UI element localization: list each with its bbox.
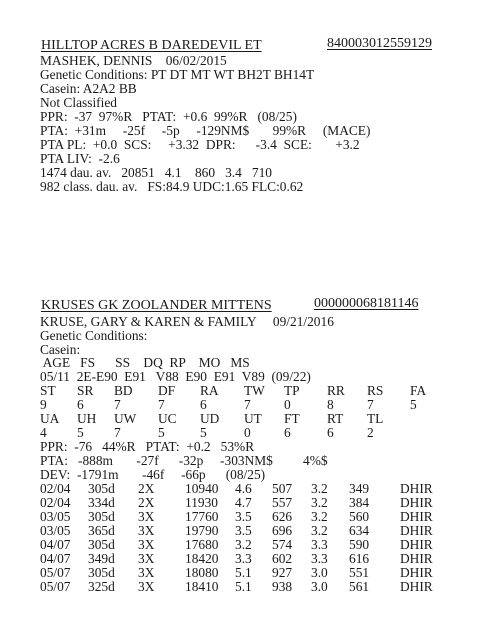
trait-cell: TP xyxy=(284,383,300,398)
lactation-cell: DHIR xyxy=(400,565,433,580)
lactation-cell: 3X xyxy=(138,523,155,538)
classification: Not Classified xyxy=(40,95,117,110)
score-header: AGE FS SS DQ RP MO MS xyxy=(40,355,250,370)
genetic-conditions: Genetic Conditions: PT DT MT WT BH2T BH14T xyxy=(40,67,315,82)
lactation-cell: DHIR xyxy=(400,509,433,524)
lactation-cell: 305d xyxy=(88,509,115,524)
lactation-cell: 4.6 xyxy=(235,481,252,496)
trait-cell: 7 xyxy=(244,397,251,412)
lactation-cell: DHIR xyxy=(400,481,433,496)
lactation-cell: 365d xyxy=(88,523,115,538)
lactation-cell: 17680 xyxy=(185,537,219,552)
lactation-cell: 3X xyxy=(138,551,155,566)
lactation-cell: 3X xyxy=(138,579,155,594)
lactation-cell: 18420 xyxy=(185,551,219,566)
lactation-cell: 3X xyxy=(138,509,155,524)
lactation-cell: 3.3 xyxy=(311,551,328,566)
lactation-cell: 305d xyxy=(88,537,115,552)
lactation-cell: 349d xyxy=(88,551,115,566)
lactation-cell: DHIR xyxy=(400,537,433,552)
trait-cell: 5 xyxy=(158,425,165,440)
lactation-cell: 2X xyxy=(138,481,155,496)
trait-cell: DF xyxy=(158,383,176,398)
trait-cell: ST xyxy=(40,383,56,398)
lactation-cell: 03/05 xyxy=(40,523,71,538)
lactation-cell: 696 xyxy=(272,523,293,538)
pta-line: PTA: -888m -27f -32p -303NM$ 4%$ xyxy=(40,453,328,468)
lactation-cell: 04/07 xyxy=(40,551,71,566)
trait-cell: 8 xyxy=(327,397,334,412)
lactation-cell: 18080 xyxy=(185,565,219,580)
lactation-cell: 3.3 xyxy=(311,537,328,552)
lactation-cell: 3.3 xyxy=(235,551,252,566)
lactation-cell: 927 xyxy=(272,565,293,580)
lactation-cell: 634 xyxy=(349,523,370,538)
lactation-cell: 5.1 xyxy=(235,565,252,580)
lactation-cell: 19790 xyxy=(185,523,219,538)
lactation-cell: 3X xyxy=(138,537,155,552)
lactation-cell: 349 xyxy=(349,481,370,496)
lactation-cell: 11930 xyxy=(185,495,218,510)
lactation-cell: 2X xyxy=(138,495,155,510)
lactation-cell: 3.2 xyxy=(311,523,328,538)
lactation-cell: 574 xyxy=(272,537,293,552)
lactation-cell: 507 xyxy=(272,481,293,496)
breeder-line: MASHEK, DENNIS 06/02/2015 xyxy=(40,53,227,68)
lactation-cell: 3X xyxy=(138,565,155,580)
score-values: 05/11 2E-E90 E91 V88 E90 E91 V89 (09/22) xyxy=(40,369,311,384)
lactation-cell: 3.5 xyxy=(235,509,252,524)
ppr-line: PPR: -76 44%R PTAT: +0.2 53%R xyxy=(40,439,255,454)
genetic-conditions: Genetic Conditions: xyxy=(40,328,148,343)
lactation-cell: 3.2 xyxy=(311,495,328,510)
trait-cell: UT xyxy=(244,411,262,426)
trait-cell: UH xyxy=(77,411,97,426)
trait-cell: 7 xyxy=(114,397,121,412)
trait-cell: UD xyxy=(200,411,220,426)
animal-name: KRUSES GK ZOOLANDER MITTENS xyxy=(41,298,272,313)
lactation-cell: 17760 xyxy=(185,509,219,524)
lactation-cell: DHIR xyxy=(400,579,433,594)
lactation-cell: 938 xyxy=(272,579,293,594)
lactation-cell: 10940 xyxy=(185,481,219,496)
trait-cell: UW xyxy=(114,411,137,426)
trait-cell: RT xyxy=(327,411,344,426)
lactation-cell: 551 xyxy=(349,565,370,580)
lactation-cell: 3.0 xyxy=(311,579,328,594)
lactation-cell: 3.2 xyxy=(311,481,328,496)
casein: Casein: xyxy=(40,342,81,357)
linear-trait-grid xyxy=(40,384,450,440)
trait-cell: FA xyxy=(410,383,427,398)
trait-cell: 5 xyxy=(410,397,417,412)
lactation-cell: 05/07 xyxy=(40,579,71,594)
trait-cell: BD xyxy=(114,383,133,398)
trait-cell: 7 xyxy=(158,397,165,412)
trait-cell: UA xyxy=(40,411,60,426)
trait-cell: 9 xyxy=(40,397,47,412)
lactation-cell: 616 xyxy=(349,551,370,566)
trait-cell: 6 xyxy=(200,397,207,412)
pta-pl-line: PTA PL: +0.0 SCS: +3.32 DPR: -3.4 SCE: +3.2 xyxy=(40,137,360,152)
classified-daughter-line: 982 class. dau. av. FS:84.9 UDC:1.65 FLC:0.62 xyxy=(40,179,304,194)
lactation-cell: 4.7 xyxy=(235,495,252,510)
trait-cell: RS xyxy=(367,383,384,398)
animal-name: HILLTOP ACRES B DAREDEVIL ET xyxy=(41,38,262,53)
ppr-line: PPR: -37 97%R PTAT: +0.6 99%R (08/25) xyxy=(40,109,297,124)
lactation-cell: 560 xyxy=(349,509,370,524)
trait-cell: 0 xyxy=(244,425,251,440)
trait-cell: 5 xyxy=(77,425,84,440)
lactation-cell: 557 xyxy=(272,495,293,510)
registration-number: 000000068181146 xyxy=(314,296,419,311)
trait-cell: UC xyxy=(158,411,177,426)
lactation-cell: 02/04 xyxy=(40,481,71,496)
lactation-table xyxy=(40,482,450,594)
lactation-cell: 384 xyxy=(349,495,370,510)
lactation-cell: 590 xyxy=(349,537,370,552)
trait-cell: FT xyxy=(284,411,300,426)
lactation-cell: 3.2 xyxy=(311,509,328,524)
pta-liv-line: PTA LIV: -2.6 xyxy=(40,151,120,166)
lactation-cell: 626 xyxy=(272,509,293,524)
lactation-cell: 04/07 xyxy=(40,537,71,552)
lactation-cell: 334d xyxy=(88,495,115,510)
trait-cell: SR xyxy=(77,383,94,398)
lactation-cell: DHIR xyxy=(400,523,433,538)
owner-line: KRUSE, GARY & KAREN & FAMILY 09/21/2016 xyxy=(40,314,334,329)
trait-cell: TW xyxy=(244,383,265,398)
dev-line: DEV: -1791m -46f -66p (08/25) xyxy=(40,467,266,482)
trait-cell: RA xyxy=(200,383,219,398)
lactation-cell: 3.5 xyxy=(235,523,252,538)
lactation-cell: 3.2 xyxy=(235,537,252,552)
lactation-cell: 02/04 xyxy=(40,495,71,510)
trait-cell: 6 xyxy=(77,397,84,412)
trait-cell: 6 xyxy=(327,425,334,440)
casein: Casein: A2A2 BB xyxy=(40,81,137,96)
lactation-cell: DHIR xyxy=(400,495,433,510)
lactation-cell: 602 xyxy=(272,551,293,566)
trait-cell: 7 xyxy=(114,425,121,440)
lactation-cell: 18410 xyxy=(185,579,219,594)
lactation-cell: 561 xyxy=(349,579,370,594)
trait-cell: 2 xyxy=(367,425,374,440)
daughter-average-line: 1474 dau. av. 20851 4.1 860 3.4 710 xyxy=(40,165,272,180)
trait-cell: 5 xyxy=(200,425,207,440)
lactation-cell: 05/07 xyxy=(40,565,71,580)
lactation-cell: 305d xyxy=(88,565,115,580)
lactation-cell: 3.0 xyxy=(311,565,328,580)
trait-cell: 7 xyxy=(367,397,374,412)
lactation-cell: 305d xyxy=(88,481,115,496)
trait-cell: 0 xyxy=(284,397,291,412)
pta-line: PTA: +31m -25f -5p -129NM$ 99%R (MACE) xyxy=(40,123,371,138)
trait-cell: RR xyxy=(327,383,345,398)
lactation-cell: DHIR xyxy=(400,551,433,566)
lactation-cell: 5.1 xyxy=(235,579,252,594)
trait-cell: 4 xyxy=(40,425,47,440)
registration-number: 840003012559129 xyxy=(327,36,432,51)
trait-cell: TL xyxy=(367,411,384,426)
lactation-cell: 03/05 xyxy=(40,509,71,524)
lactation-cell: 325d xyxy=(88,579,115,594)
trait-cell: 6 xyxy=(284,425,291,440)
